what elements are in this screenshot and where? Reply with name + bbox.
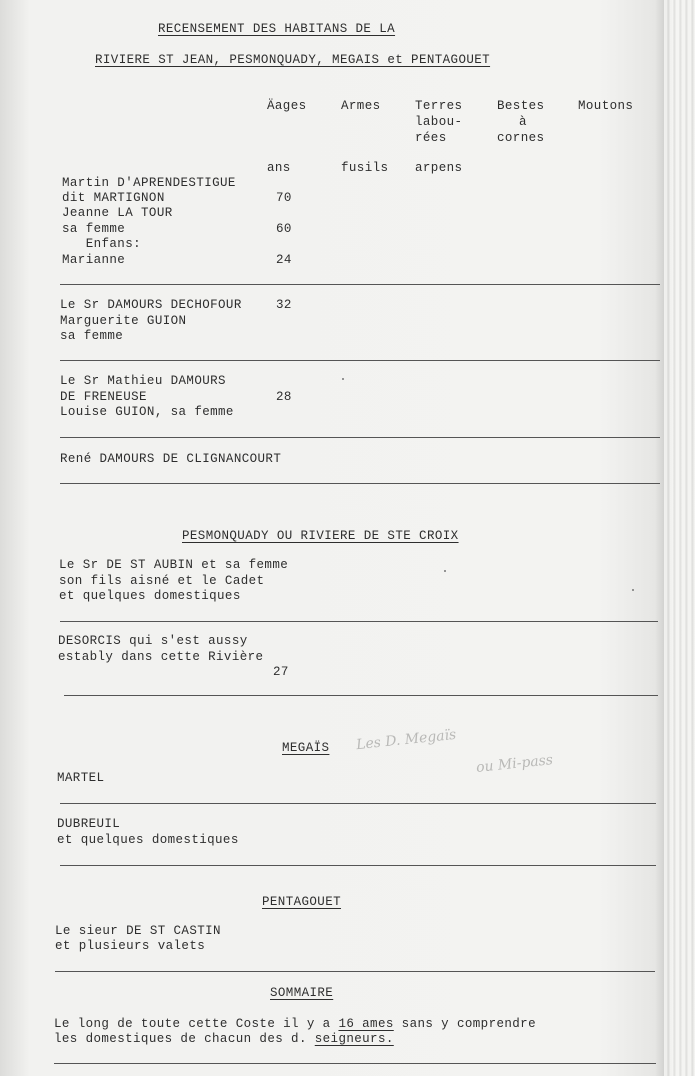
separator-rule	[55, 971, 655, 972]
entry-age: 24	[276, 253, 292, 267]
entry-name-line: René DAMOURS DE CLIGNANCOURT	[60, 452, 282, 466]
column-header-moutons: Moutons	[578, 99, 634, 113]
column-header-armes: Armes	[341, 99, 381, 113]
entry-name-line: Le Sr Mathieu DAMOURS	[60, 374, 226, 388]
column-header-terres-1: Terres	[415, 99, 463, 113]
separator-rule	[54, 1063, 656, 1064]
stray-mark	[632, 589, 634, 591]
entry-name-line: estably dans cette Rivière	[58, 650, 264, 664]
entry-name-line: Le Sr DE ST AUBIN et sa femme	[59, 558, 289, 572]
section-heading-sommaire: SOMMAIRE	[270, 986, 334, 1000]
column-header-terres-2: labou-	[415, 115, 463, 129]
summary-seigneurs-emphasis: seigneurs.	[314, 1032, 394, 1046]
entry-name-line: Louise GUION, sa femme	[60, 405, 234, 419]
separator-rule	[60, 865, 656, 866]
title-line-1: RECENSEMENT DES HABITANS DE LA	[158, 22, 396, 36]
entry-name-line: et quelques domestiques	[59, 589, 241, 603]
book-gutter	[664, 0, 695, 1076]
title-line-2: RIVIERE ST JEAN, PESMONQUADY, MEGAIS et PENTAGOUET	[95, 53, 491, 67]
handwritten-annotation: Les D. Megaïs	[355, 726, 457, 754]
entry-age: 32	[276, 298, 292, 312]
entry-name-line: DESORCIS qui s'est aussy	[58, 634, 248, 648]
unit-fusils: fusils	[341, 161, 389, 175]
separator-rule	[60, 621, 658, 622]
column-header-terres-3: rées	[415, 131, 447, 145]
column-header-bestes-3: cornes	[497, 131, 545, 145]
entry-name-line: Jeanne LA TOUR	[62, 206, 173, 220]
stray-mark	[444, 570, 446, 572]
entry-name-line: MARTEL	[57, 771, 105, 785]
column-header-ages: Äages	[267, 99, 307, 113]
column-header-bestes-2: à	[519, 115, 527, 129]
section-heading-pentagouet: PENTAGOUET	[262, 895, 342, 909]
entry-age: 27	[273, 665, 289, 679]
separator-rule	[60, 360, 660, 361]
entry-name-line: son fils aisné et le Cadet	[59, 574, 265, 588]
entry-name-line: DUBREUIL	[57, 817, 121, 831]
handwritten-annotation: ou Mi-pass	[475, 752, 554, 776]
separator-rule	[60, 437, 660, 438]
stray-mark	[342, 378, 344, 380]
summary-line-1: Le long de toute cette Coste il y a 16 ames sans y comprendre	[54, 1017, 536, 1031]
entry-name-line: Enfans:	[62, 237, 142, 251]
summary-line-2: les domestiques de chacun des d. seigneurs.	[54, 1032, 394, 1046]
entry-name-line: Le sieur DE ST CASTIN	[55, 924, 221, 938]
entry-name-line: Martin D'APRENDESTIGUE	[62, 176, 236, 190]
section-heading-megais: MEGAÏS	[282, 741, 330, 755]
entry-name-line: Marguerite GUION	[60, 314, 187, 328]
entry-name-line: dit MARTIGNON	[62, 191, 165, 205]
unit-arpens: arpens	[415, 161, 463, 175]
unit-ans: ans	[267, 161, 291, 175]
entry-name-line: DE FRENEUSE	[60, 390, 147, 404]
summary-count-emphasis: 16 ames	[338, 1017, 394, 1031]
entry-name-line: Marianne	[62, 253, 126, 267]
separator-rule	[60, 483, 660, 484]
separator-rule	[60, 803, 656, 804]
separator-rule	[60, 284, 660, 285]
column-header-bestes-1: Bestes	[497, 99, 545, 113]
entry-name-line: et quelques domestiques	[57, 833, 239, 847]
section-heading-pesmonquady: PESMONQUADY OU RIVIERE DE STE CROIX	[182, 529, 459, 543]
separator-rule	[64, 695, 658, 696]
entry-age: 60	[276, 222, 292, 236]
entry-age: 70	[276, 191, 292, 205]
entry-age: 28	[276, 390, 292, 404]
entry-name-line: et plusieurs valets	[55, 939, 206, 953]
entry-name-line: sa femme	[60, 329, 124, 343]
entry-name-line: sa femme	[62, 222, 126, 236]
entry-name-line: Le Sr DAMOURS DECHOFOUR	[60, 298, 242, 312]
